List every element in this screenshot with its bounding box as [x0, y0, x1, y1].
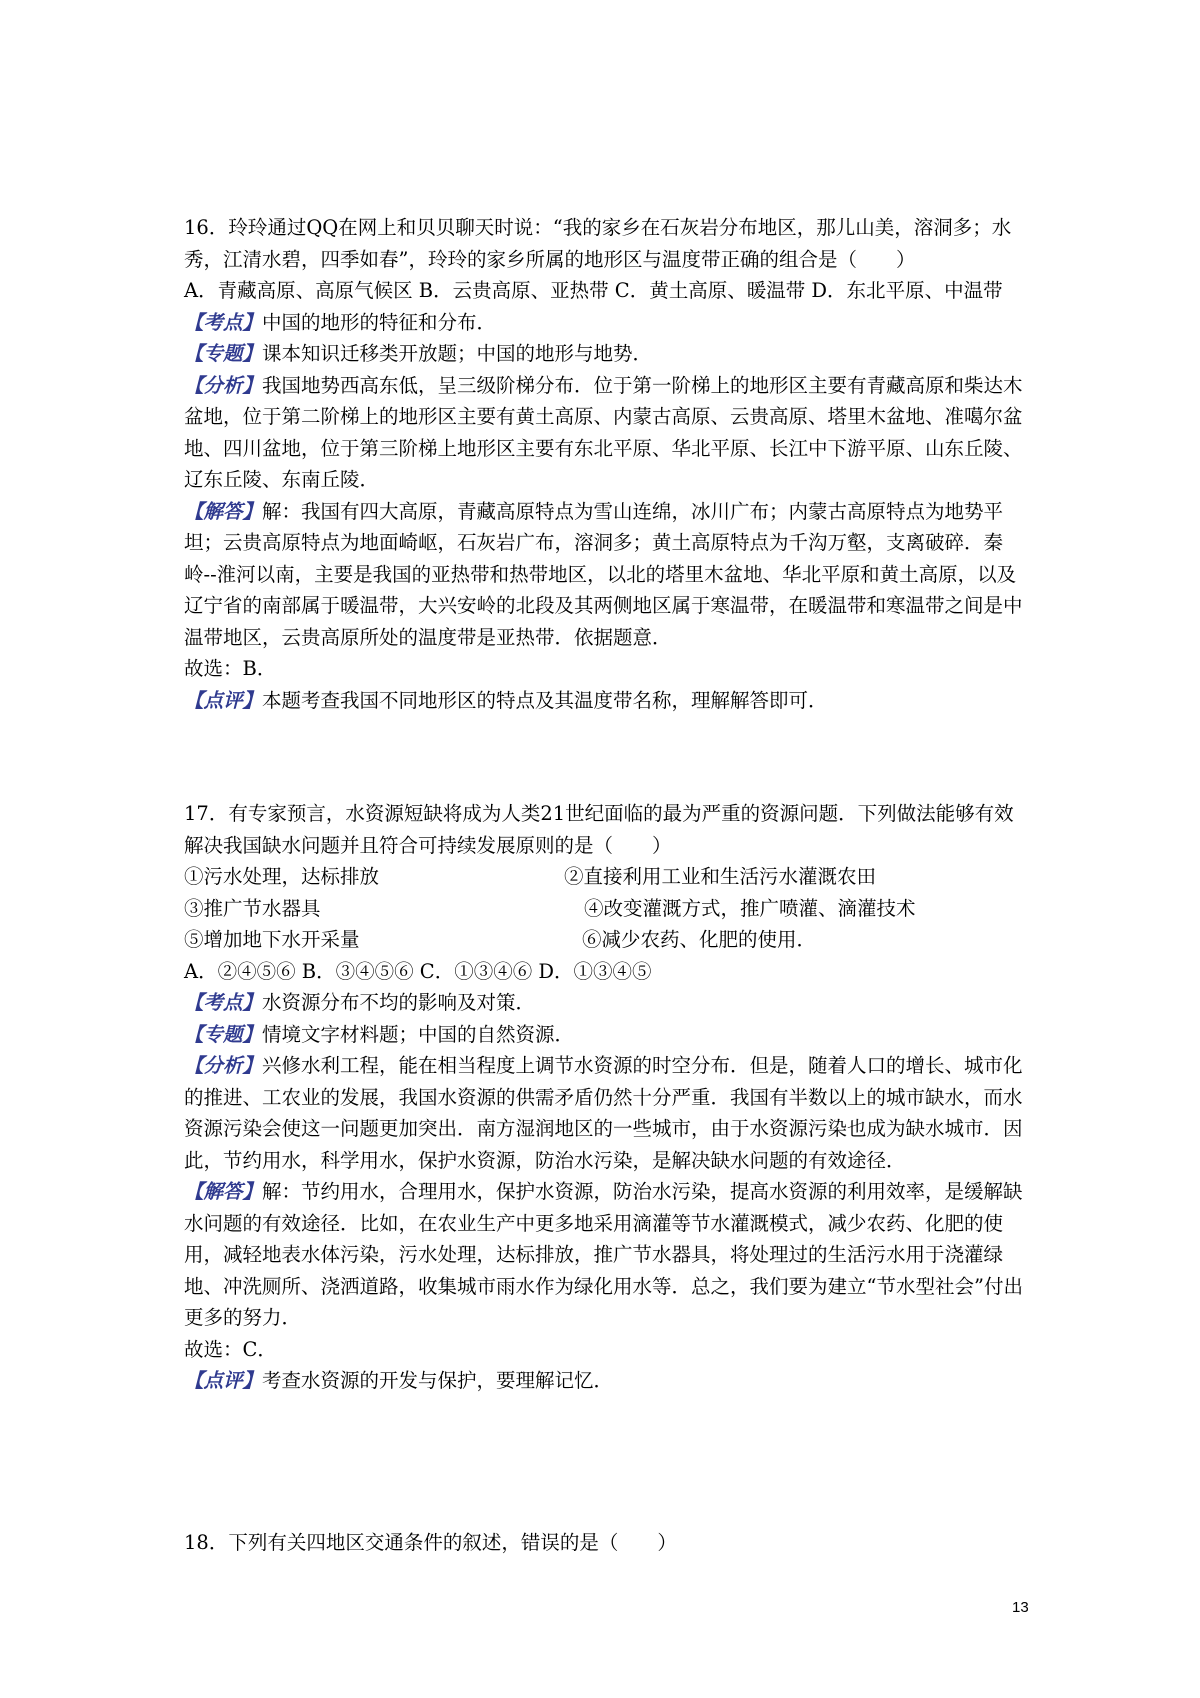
- answer-line: 故选：C．: [184, 1337, 277, 1361]
- answer-line: 故选：B．: [184, 657, 277, 680]
- kaodian-section: [184, 307, 1024, 339]
- kaodian-tag: 【考点】: [184, 991, 263, 1014]
- jieda-text: 解：节约用水，合理用水，保护水资源，防治水污染，提高水资源的利用效率，是缓解缺水问题的有效途径．比如，在农业生产中更多地采用滴灌等节水灌溉模式，减少农药、化肥的使用，减轻地表水体污染，污水处理，达标排放，推广节水器具，将处理过的生活污水用于浇灌绿地、冲洗厕所、浇洒道路，收集城市雨水作为绿化用水等．总之，我们要为建立“节水型社会”付出更多的努力．: [184, 1180, 1023, 1329]
- choice-item-4: ④改变灌溉方式，推广喷灌、滴灌技术: [584, 896, 916, 920]
- choice-item-3: ③推广节水器具: [184, 896, 321, 920]
- choice-item-1: ①污水处理，达标排放: [184, 865, 380, 888]
- zhuanti-tag: 【专题】: [184, 1022, 263, 1046]
- zhuanti-text: 情境文字材料题；中国的自然资源．: [262, 1022, 575, 1046]
- question-16: [184, 212, 1024, 716]
- choice-row-3: [184, 924, 1024, 956]
- choice-row-2: [184, 893, 1024, 925]
- kaodian-text: 中国的地形的特征和分布．: [262, 310, 497, 334]
- choice-item-6: ⑥减少农药、化肥的使用．: [582, 928, 817, 951]
- jieda-tag: 【解答】: [184, 499, 263, 523]
- jieda-text: 解：我国有四大高原，青藏高原特点为雪山连绵，冰川广布；内蒙古高原特点为地势平坦；云贵高原特点为地面崎岖，石灰岩广布，溶洞多；黄土高原特点为千沟万壑，支离破碎．秦岭--淮河以南，主要是我国的亚热带和热带地区，以北的塔里木盆地、华北平原和黄土高原，以及辽宁省的南部属于暖温带，大兴安岭的北段及其两侧地区属于寒温带，在暖温带和寒温带之间是中温带地区，云贵高原所处的温度带是亚热带．依据题意．: [184, 499, 1023, 649]
- jieda-section: [184, 496, 1024, 654]
- fenxi-text: 我国地势西高东低，呈三级阶梯分布．位于第一阶梯上的地形区主要有青藏高原和柴达木盆地，位于第二阶梯上的地形区主要有黄土高原、内蒙古高原、云贵高原、塔里木盆地、准噶尔盆地、四川盆地，位于第三阶梯上地形区主要有东北平原、华北平原、长江中下游平原、山东丘陵、辽东丘陵、东南丘陵．: [184, 373, 1023, 491]
- dianping-text: 本题考查我国不同地形区的特点及其温度带名称，理解解答即可．: [262, 688, 828, 712]
- question-stem: 18．下列有关四地区交通条件的叙述，错误的是（ ）: [184, 1531, 677, 1554]
- fenxi-tag: 【分析】: [184, 373, 263, 397]
- fenxi-section: [184, 1050, 1024, 1176]
- zhuanti-text: 课本知识迁移类开放题；中国的地形与地势．: [262, 342, 653, 365]
- choice-row-1: [184, 861, 1024, 893]
- answer-options: A．②④⑤⑥ B．③④⑤⑥ C．①③④⑥ D．①③④⑤: [184, 959, 652, 983]
- kaodian-section: [184, 987, 1024, 1019]
- zhuanti-section: [184, 1019, 1024, 1051]
- jieda-tag: 【解答】: [184, 1180, 263, 1203]
- question-17: [184, 798, 1024, 1397]
- zhuanti-tag: 【专题】: [184, 342, 263, 365]
- question-18: [184, 1527, 1024, 1559]
- fenxi-text: 兴修水利工程，能在相当程度上调节水资源的时空分布．但是，随着人口的增长、城市化的推进、工农业的发展，我国水资源的供需矛盾仍然十分严重．我国有半数以上的城市缺水，而水资源污染会使这一问题更加突出．南方湿润地区的一些城市，由于水资源污染也成为缺水城市．因此，节约用水，科学用水，保护水资源，防治水污染，是解决缺水问题的有效途径．: [184, 1054, 1023, 1172]
- dianping-tag: 【点评】: [184, 688, 263, 712]
- fenxi-tag: 【分析】: [184, 1054, 263, 1077]
- kaodian-text: 水资源分布不均的影响及对策．: [262, 991, 536, 1014]
- question-stem: 16．玲玲通过QQ在网上和贝贝聊天时说：“我的家乡在石灰岩分布地区，那儿山美，溶洞多；水秀，江清水碧，四季如春”，玲玲的家乡所属的地形区与温度带正确的组合是（ ）: [184, 216, 1012, 271]
- zhuanti-section: [184, 338, 1024, 370]
- kaodian-tag: 【考点】: [184, 310, 263, 334]
- question-stem: 17．有专家预言，水资源短缺将成为人类21世纪面临的最为严重的资源问题．下列做法能够有效解决我国缺水问题并且符合可持续发展原则的是（ ）: [184, 802, 1014, 857]
- jieda-section: [184, 1176, 1024, 1334]
- choice-item-5: ⑤增加地下水开采量: [184, 928, 360, 951]
- fenxi-section: [184, 370, 1024, 496]
- dianping-tag: 【点评】: [184, 1369, 263, 1392]
- page-number: 13: [1012, 1599, 1029, 1616]
- choice-item-2: ②直接利用工业和生活污水灌溉农田: [564, 865, 877, 888]
- dianping-section: [184, 685, 1024, 717]
- dianping-section: [184, 1365, 1024, 1397]
- dianping-text: 考查水资源的开发与保护，要理解记忆．: [262, 1369, 614, 1392]
- answer-options: A．青藏高原、高原气候区 B．云贵高原、亚热带 C．黄土高原、暖温带 D．东北平原、中温带: [184, 279, 1003, 302]
